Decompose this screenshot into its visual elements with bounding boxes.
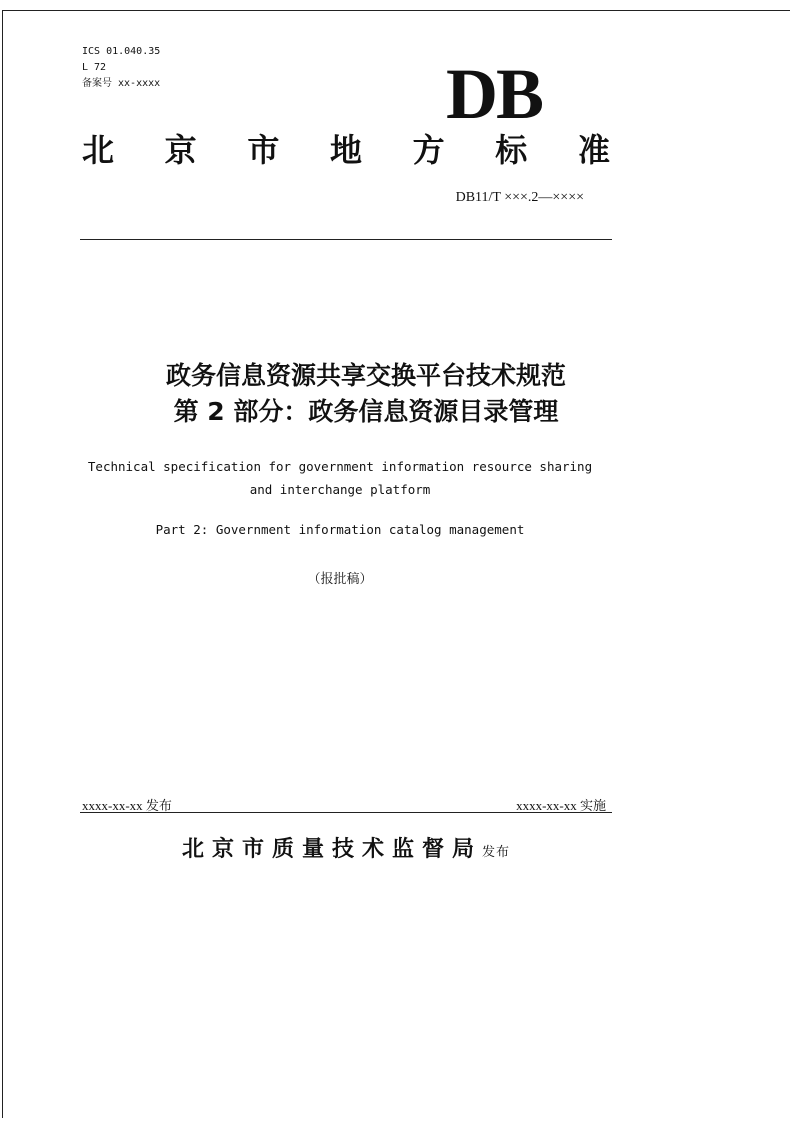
- standard-type-char: 标: [495, 131, 528, 169]
- page-border: [2, 10, 790, 1118]
- english-title: [60, 455, 620, 501]
- standard-type-char: 市: [247, 131, 280, 169]
- chinese-title: [80, 358, 652, 430]
- issue-date: xxxx-xx-xx 发布: [82, 798, 172, 813]
- english-title-line-1: Technical specification for government information resource sharing: [87, 459, 593, 474]
- chinese-title-line-1: 政务信息资源共享交换平台技术规范: [165, 361, 566, 390]
- standard-type-char: 方: [412, 131, 445, 169]
- chinese-title-line-2: 第 2 部分：政务信息资源目录管理: [173, 397, 559, 426]
- db-logo: DB: [446, 54, 543, 134]
- ics-code: ICS 01.040.35: [82, 46, 161, 57]
- header-divider: [80, 239, 612, 240]
- footer-divider: [80, 812, 612, 813]
- publisher: [80, 832, 612, 863]
- standard-type-char: 京: [164, 131, 197, 169]
- standard-type-char: 准: [577, 131, 610, 169]
- publisher-suffix: 发布: [482, 845, 511, 860]
- classification-block: [82, 44, 160, 92]
- english-title-line-2: and interchange platform: [249, 482, 431, 497]
- english-part-title: Part 2: Government information catalog management: [155, 522, 525, 537]
- implementation-date: xxxx-xx-xx 实施: [516, 798, 606, 813]
- standard-type-char: 北: [82, 131, 115, 169]
- draft-status: （报批稿）: [307, 572, 373, 587]
- standard-number: DB11/T ×××.2—××××: [455, 190, 584, 205]
- standard-type-heading: [82, 130, 610, 170]
- filing-number: 备案号 xx-xxxx: [82, 78, 161, 89]
- publisher-name: 北京市质量技术监督局: [181, 837, 482, 862]
- category-code: L 72: [82, 62, 107, 73]
- standard-type-char: 地: [329, 131, 362, 169]
